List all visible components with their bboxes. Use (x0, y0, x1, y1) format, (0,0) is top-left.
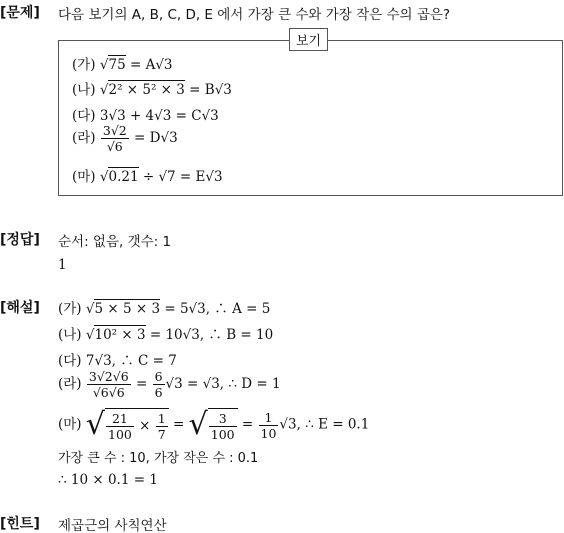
solution-ma-frac4 (259, 410, 279, 441)
solution-ma-rhs: √3, ∴ E = 0.1 (279, 416, 370, 433)
bogi-ma-label: (마) (72, 169, 96, 185)
bogi-title: 보기 (289, 28, 328, 51)
solution-ra-num: 3√2√6 (88, 369, 129, 384)
bogi-item-ma: (마) √0.21 ÷ √7 = E√3 (72, 169, 223, 185)
bogi-na-rhs: = B√3 (184, 82, 232, 98)
bogi-ra-den: √6 (106, 139, 123, 154)
solution-ra-rhs: √3 = √3, ∴ D = 1 (165, 376, 281, 392)
bogi-ga-label: (가) (72, 57, 96, 73)
bogi-item-ra (72, 123, 178, 154)
solution-ma-frac2 (156, 411, 168, 442)
solution-ra-mid-den: 6 (154, 385, 163, 400)
bogi-ma-radicand: 0.21 (108, 169, 139, 185)
problem-tag: [문제] (0, 5, 40, 21)
solution-ga: (가) √5 × 5 × 3 = 5√3, ∴ A = 5 (58, 301, 271, 317)
answer-value: 1 (58, 257, 67, 273)
solution-summary: 가장 큰 수 : 10, 가장 작은 수 : 0.1 (58, 451, 259, 466)
solution-na: (나) √10² × 3 = 10√3, ∴ B = 10 (58, 327, 274, 343)
problem-question: 다음 보기의 A, B, C, D, E 에서 가장 큰 수와 가장 작은 수의 곱은? (58, 7, 451, 23)
solution-ma-frac1 (106, 411, 134, 442)
solution-ra-label: (라) (58, 376, 82, 392)
bogi-ra-fraction (101, 123, 129, 154)
bogi-ga-radicand: 75 (108, 57, 126, 73)
bogi-ga-rhs: = A√3 (125, 57, 173, 73)
bogi-item-da (72, 104, 219, 124)
bogi-ra-num: 3√2 (102, 123, 127, 138)
solution-ma-f4d: 10 (260, 425, 277, 441)
hint-tag: [힌트] (0, 516, 40, 532)
bogi-na-label: (나) (72, 82, 96, 98)
bogi-item-na: (나) √2² × 5² × 3 = B√3 (72, 82, 232, 98)
solution-ma-frac3 (209, 411, 237, 442)
solution-ma-f2d: 7 (157, 427, 166, 442)
bogi-na-radicand: 2² × 5² × 3 (108, 82, 185, 98)
hint-text: 제곱근의 사칙연산 (58, 518, 167, 533)
solution-ra-den: √6√6 (92, 385, 125, 400)
solution-da (58, 349, 177, 369)
bogi-ra-label: (라) (72, 130, 96, 146)
solution-ma-f4n: 1 (259, 410, 279, 426)
bogi-da-expr: 3√3 + 4√3 = C√3 (99, 108, 219, 124)
solution-ma-f1n: 21 (106, 411, 134, 427)
solution-ma-f3d: 100 (210, 427, 235, 442)
solution-ma: (마) √ $\frac{21}{100}$ × $\frac{1}{7}$ = √ $\frac{3}{100}$ = $\frac{1}{10}$ √3, ∴ E = 0.1 (58, 407, 370, 442)
bogi-ma-rhs: ÷ √7 = E√3 (138, 169, 223, 185)
solution-ga-radicand: 5 × 5 × 3 (94, 301, 161, 317)
solution-ra: (라) $\frac{3√2√6}{√6√6}$ = $\frac{6}{6}$ √3 = √3, ∴ D = 1 (58, 369, 281, 400)
bogi-item-ga: (가) √75 = A√3 (72, 57, 173, 73)
solution-ga-rhs: = 5√3, ∴ A = 5 (160, 301, 271, 317)
solution-na-radicand: 10² × 3 (94, 327, 146, 343)
answer-meta: 순서: 없음, 갯수: 1 (58, 234, 172, 250)
solution-da-expr: 7√3, ∴ C = 7 (85, 353, 177, 369)
solution-ra-mid-fraction (153, 369, 165, 400)
solution-ma-f2n: 1 (157, 411, 166, 426)
bogi-ra-rhs: = D√3 (129, 130, 178, 146)
solution-na-label: (나) (58, 327, 82, 343)
solution-ra-mid-num: 6 (154, 369, 163, 384)
solution-tag: [해설] (0, 300, 40, 316)
solution-ra-fraction (87, 369, 131, 400)
solution-da-label: (다) (58, 353, 82, 369)
solution-final: ∴ 10 × 0.1 = 1 (58, 472, 158, 488)
solution-ga-label: (가) (58, 301, 82, 317)
bogi-da-label: (다) (72, 108, 96, 124)
answer-tag: [정답] (0, 232, 40, 248)
solution-ma-f1d: 100 (108, 427, 132, 442)
solution-na-rhs: = 10√3, ∴ B = 10 (145, 327, 274, 343)
solution-ma-f3n: 3 (209, 411, 237, 427)
solution-ma-label: (마) (58, 416, 82, 433)
